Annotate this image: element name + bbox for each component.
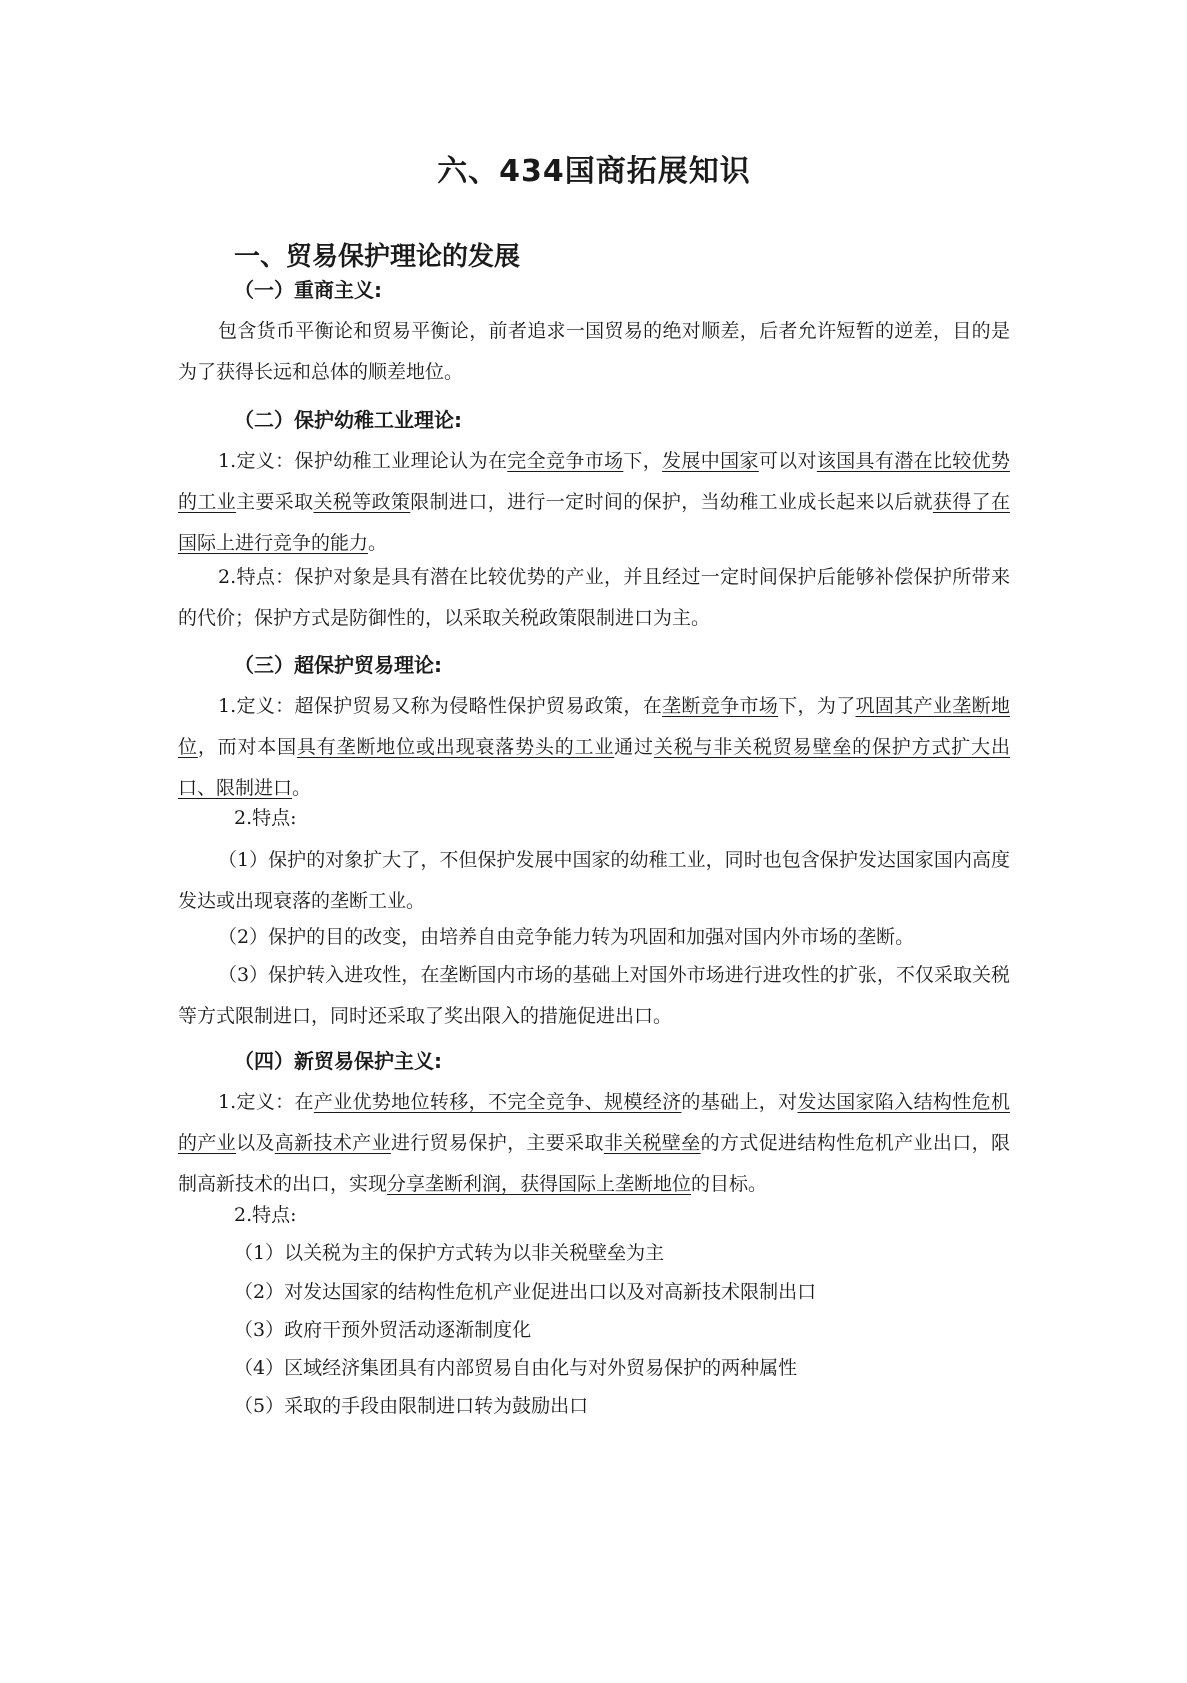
section-heading: 一、贸易保护理论的发展 <box>234 242 521 272</box>
newprotect-definition: 1.定义：在产业优势地位转移，不完全竞争、规模经济的基础上，对发达国家陷入结构性危机的产业以及高新技术产业进行贸易保护，主要采取非关税壁垒的方式促进结构性危机产业出口，限制高新技术的出口，实现分享垄断利润，获得国际上垄断地位的目标。 <box>178 1091 1010 1195</box>
superprotect-point-2: （2）保护的目的改变，由培养自由竞争能力转为巩固和加强对国内外市场的垄断。 <box>218 926 915 948</box>
superprotect-definition: 1.定义：超保护贸易又称为侵略性保护贸易政策，在垄断竞争市场下，为了巩固其产业垄断地位，而对本国具有垄断地位或出现衰落势头的工业通过关税与非关税贸易壁垒的保护方式扩大出口、限制进口。 <box>178 695 1010 799</box>
page-title: 六、434国商拓展知识 <box>437 154 751 189</box>
superprotect-point-3: （3）保护转入进攻性，在垄断国内市场的基础上对国外市场进行进攻性的扩张，不仅采取关税等方式限制进口，同时还采取了奖出限入的措施促进出口。 <box>178 964 1010 1027</box>
newprotect-point-4: （4）区域经济集团具有内部贸易自由化与对外贸易保护的两种属性 <box>234 1357 798 1379</box>
newprotect-features-label: 2.特点: <box>234 1204 297 1226</box>
subsection-heading-super-protection: （三）超保护贸易理论: <box>234 653 442 677</box>
newprotect-point-2: （2）对发达国家的结构性危机产业促进出口以及对高新技术限制出口 <box>234 1281 817 1303</box>
subsection-heading-infant-industry: （二）保护幼稚工业理论: <box>234 408 462 432</box>
mercantilism-body: 包含货币平衡论和贸易平衡论，前者追求一国贸易的绝对顺差，后者允许短暂的逆差，目的是为了获得长远和总体的顺差地位。 <box>178 320 1010 383</box>
newprotect-point-3: （3）政府干预外贸活动逐渐制度化 <box>234 1319 532 1341</box>
subsection-heading-mercantilism: （一）重商主义: <box>234 278 382 302</box>
newprotect-point-1: （1）以关税为主的保护方式转为以非关税壁垒为主 <box>234 1242 665 1264</box>
infant-definition: 1.定义：保护幼稚工业理论认为在完全竞争市场下，发展中国家可以对该国具有潜在比较优势的工业主要采取关税等政策限制进口，进行一定时间的保护，当幼稚工业成长起来以后就获得了在国际上进行竞争的能力。 <box>178 450 1010 554</box>
subsection-heading-new-protectionism: （四）新贸易保护主义: <box>234 1049 442 1073</box>
superprotect-point-1: （1）保护的对象扩大了，不但保护发展中国家的幼稚工业，同时也包含保护发达国家国内高度发达或出现衰落的垄断工业。 <box>178 849 1010 912</box>
superprotect-features-label: 2.特点: <box>234 807 297 829</box>
newprotect-point-5: （5）采取的手段由限制进口转为鼓励出口 <box>234 1395 589 1417</box>
infant-features: 2.特点：保护对象是具有潜在比较优势的产业，并且经过一定时间保护后能够补偿保护所带来的代价；保护方式是防御性的，以采取关税政策限制进口为主。 <box>178 566 1010 629</box>
